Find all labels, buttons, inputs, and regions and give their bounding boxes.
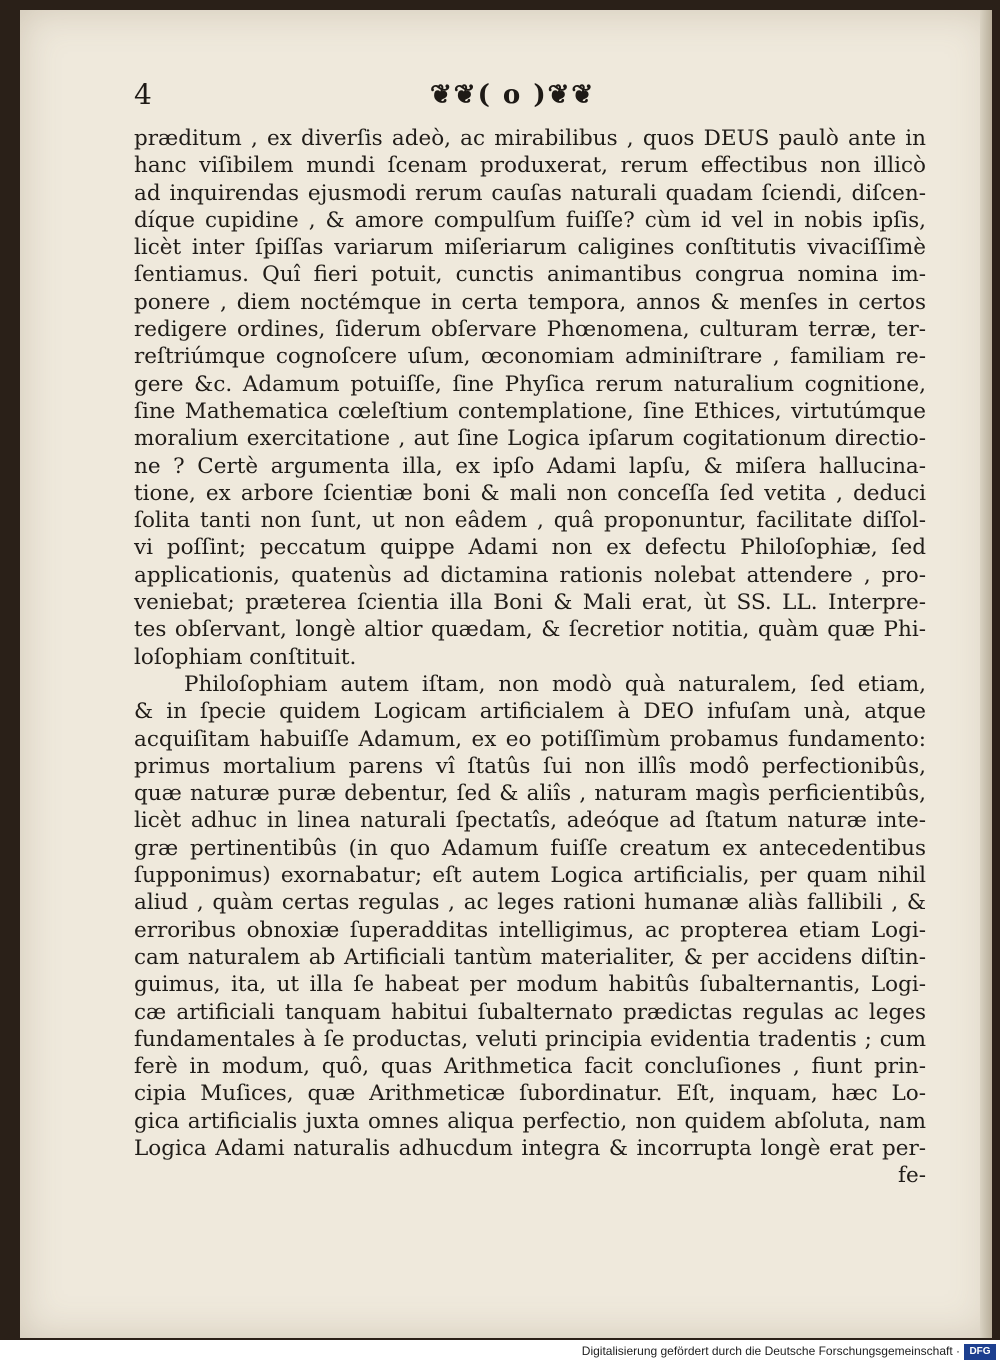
text-line: tione, ex arbore ſcientiæ boni & mali non conceſſa ſed vetita , deduci [134,480,926,506]
text-line: licèt inter ſpiſſas variarum miſeriarum caligines conſtitutis vivaciſſimè [134,235,926,261]
text-line: díque cupidine , & amore compulſum fuiſſe? cùm id vel in nobis ipſis, [134,207,926,233]
text-line: redigere ordines, ſiderum obſervare Phœnomena, culturam terræ, ter- [134,317,926,343]
catchword: fe- [898,1163,926,1189]
dfg-logo: DFG [964,1344,996,1360]
body-text [134,125,926,1190]
text-line: primus mortalium parens vî ſtatûs ſui non illîs modô perfectionibûs, [134,753,926,779]
header-ornament: ❦❦( o )❦❦ [430,80,596,110]
text-line: & in ſpecie quidem Logicam artificialem à DEO infuſam unà, atque [134,699,926,725]
funding-notice: Digitalisierung gefördert durch die Deutsche Forschungsgemeinschaft · [581,1344,960,1358]
footer-bar [0,1340,1000,1364]
text-line: ad inquirendas ejusmodi rerum cauſas naturali quadam ſciendi, diſcen- [134,180,926,206]
text-line: erroribus obnoxiæ ſuperadditas intelligimus, ac propterea etiam Logi- [134,917,926,943]
text-line: hanc viſibilem mundi ſcenam produxerat, rerum effectibus non illicò [134,153,926,179]
text-line: Logica Adami naturalis adhucdum integra & incorrupta longè erat per- [134,1135,926,1161]
text-line: cipia Muſices, quæ Arithmeticæ ſubordinatur. Eſt, inquam, hæc Lo- [134,1081,926,1107]
text-line: acquiſitam habuiſſe Adamum, ex eo potiſſimùm probamus fundamento: [134,726,926,752]
text-line: gere &c. Adamum potuiſſe, ſine Phyſica rerum naturalium cognitione, [134,371,926,397]
text-line: cæ artificiali tanquam habitui ſubalternato prædictas regulas ac leges [134,999,926,1025]
page-header [130,78,930,118]
text-line: reſtriúmque cognoſcere uſum, œconomiam adminiſtrare , familiam re- [134,344,926,370]
text-line: prædi​tum , ex diverſis adeò, ac mirabilibus , quos DEUS paulò ante in [134,126,926,151]
page-edge [980,10,992,1338]
text-line: applicationis, quatenùs ad dictamina rationis nolebat attendere , pro- [134,562,926,588]
text-line: tes obſervant, longè altior quædam, & ſecretior notitia, quàm quæ Phi- [134,617,926,643]
text-line: ſine Mathematica cœleſtium contemplatione, ſine Ethices, virtutúmque [134,398,926,424]
text-line: gica artificialis juxta omnes aliqua perfectio, non quidem abſoluta, nam [134,1108,926,1134]
text-line: loſophiam conſtituit. [134,644,357,670]
text-line: fundamentales à ſe productas, veluti principia evidentia tradentis ; cum [134,1026,926,1052]
text-line: veniebat; præterea ſcientia illa Boni & Mali erat, ùt SS. LL. Interpre- [134,590,926,616]
text-line: ſupponimus) exornabatur; eſt autem Logica artificialis, per quam nihil [134,863,926,889]
text-line: aliud , quàm certas regulas , ac leges rationi humanæ aliàs fallibili , & [134,890,926,916]
text-line: græ pertinentibûs (in quo Adamum fuiſſe creatum ex antecedentibus [134,835,926,861]
text-line: moralium exercitatione , aut ſine Logica ipſarum cogitationum directio- [134,426,926,452]
text-line: ponere , diem noctémque in certa tempora, annos & menſes in certos [134,289,926,315]
text-line: ferè in modum, quô, quas Arithmetica facit concluſiones , fiunt prin- [134,1054,926,1080]
text-line: vi poſſint; peccatum quippe Adami non ex defectu Philoſophiæ, ſed [134,535,926,561]
text-line: licèt adhuc in linea naturali ſpectatîs, adeóque ad ſtatum naturæ inte- [134,808,926,834]
text-line: ſentiamus. Quî fieri potuit, cunctis animantibus congrua nomina im- [134,262,926,288]
text-line: ſolita tanti non ſunt, ut non eâdem , quâ proponuntur, facilitate diſſol- [134,508,926,534]
text-line: cam naturalem ab Artificiali tantùm materialiter, & per accidens diſtin- [134,944,926,970]
text-line: quæ naturæ puræ debentur, ſed & aliîs , naturam magìs perficientibûs, [134,781,926,807]
text-line: ne ? Certè argumenta illa, ex ipſo Adami lapſu, & miſera hallucina- [134,453,926,479]
text-line: guimus, ita, ut illa ſe habeat per modum habitûs ſubalternantis, Logi- [134,972,926,998]
page-number: 4 [134,78,152,111]
text-line: Philoſophiam autem iſtam, non modò quà naturalem, ſed etiam, [184,671,926,697]
